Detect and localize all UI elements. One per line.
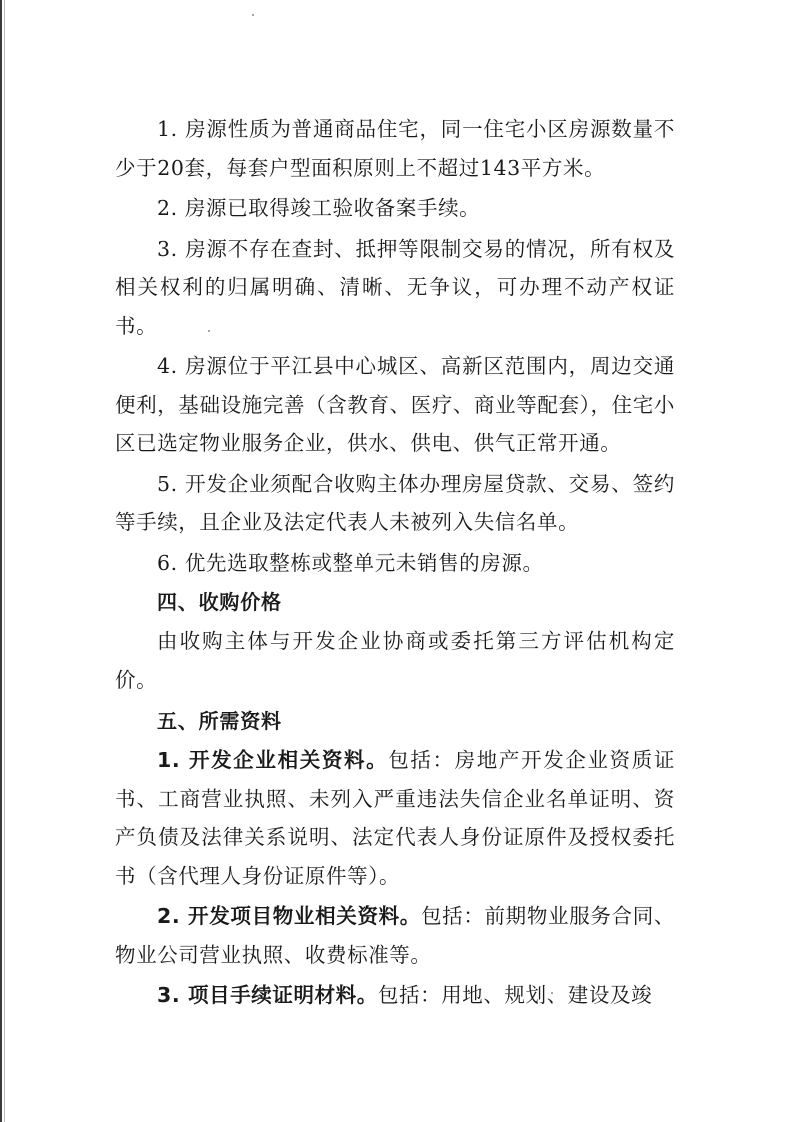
- price-paragraph: 由收购主体与开发企业协商或委托第三方评估机构定价。: [115, 629, 675, 692]
- scan-speck: [252, 14, 254, 16]
- section-heading-materials: 五、所需资料: [157, 709, 282, 733]
- materials-item-1-lead: 1. 开发企业相关资料。: [157, 748, 389, 772]
- section-heading-price: 四、收购价格: [157, 590, 282, 614]
- condition-6: 6. 优先选取整栋或整单元未销售的房源。: [157, 550, 544, 575]
- materials-item-3-lead: 3. 项目手续证明材料。: [157, 983, 378, 1007]
- materials-item-2-body: 包括：前期物业服务合同、物业公司营业执照、收费标准等。: [115, 904, 675, 967]
- condition-2: 2. 房源已取得竣工验收备案手续。: [157, 196, 481, 220]
- scan-border-left: [0, 0, 2, 1122]
- condition-1: 1. 房源性质为普通商品住宅，同一住宅小区房源数量不少于20套，每套户型面积原则上不超过143平方米。: [115, 117, 675, 180]
- scan-border-shadow: [4, 0, 5, 1122]
- condition-4: 4. 房源位于平江县中心城区、高新区范围内，周边交通便利，基础设施完善（含教育、医疗、商业等配套），住宅小区已选定物业服务企业，供水、供电、供气正常开通。: [115, 354, 675, 455]
- materials-item-2-lead: 2. 开发项目物业相关资料。: [157, 904, 421, 928]
- materials-item-3-body: 包括：用地、规划、建设及竣: [377, 983, 653, 1007]
- materials-item-2: [115, 897, 675, 974]
- materials-item-1: [115, 741, 675, 895]
- materials-item-3: [115, 976, 675, 1015]
- condition-3: 3. 房源不存在查封、抵押等限制交易的情况，所有权及相关权利的归属明确、清晰、无争议，可办理不动产权证书。: [115, 236, 675, 338]
- document-body: [115, 110, 675, 1015]
- condition-5: 5. 开发企业须配合收购主体办理房屋贷款、交易、签约等手续，且企业及法定代表人未被列入失信名单。: [115, 471, 675, 534]
- materials-item-1-body: 包括：房地产开发企业资质证书、工商营业执照、未列入严重违法失信企业名单证明、资产负债及法律关系说明、法定代表人身份证原件及授权委托书（含代理人身份证原件等）。: [115, 748, 675, 888]
